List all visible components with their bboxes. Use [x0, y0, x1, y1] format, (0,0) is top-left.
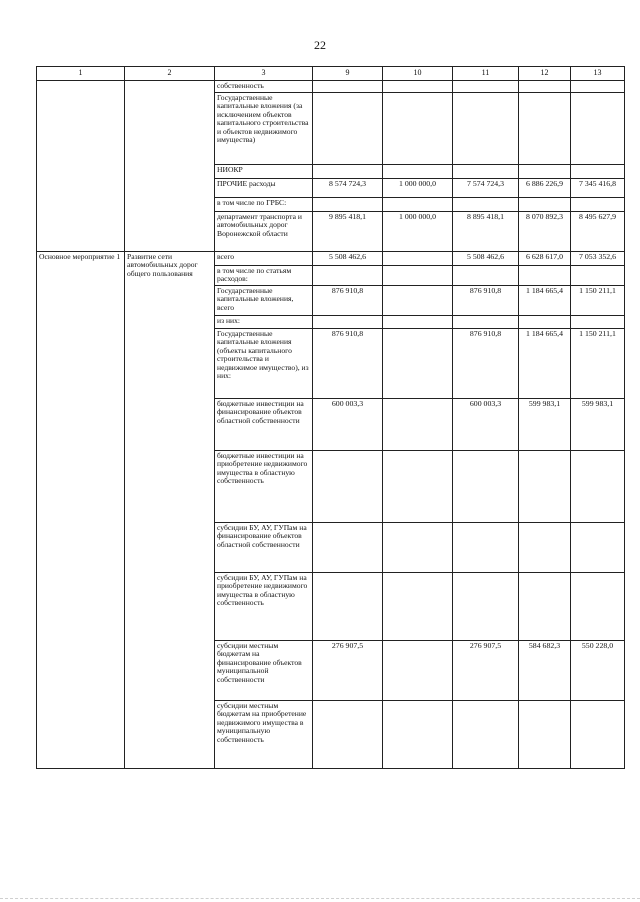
- row-desc: всего: [215, 251, 313, 265]
- header-col-11: 11: [453, 67, 519, 81]
- value-col-13: 1 150 211,1: [571, 285, 625, 315]
- value-col-12: [519, 700, 571, 768]
- value-col-12: [519, 315, 571, 328]
- col1-continuation: [37, 80, 125, 251]
- value-col-13: [571, 315, 625, 328]
- value-col-13: [571, 522, 625, 572]
- value-col-11: 876 910,8: [453, 328, 519, 398]
- row-desc: субсидии местным бюджетам на финансирование объектов муниципальной собственности: [215, 640, 313, 700]
- value-col-10: [383, 572, 453, 640]
- value-col-10: [383, 450, 453, 522]
- row-desc: Государственные капитальные вложения (за исключением объектов капитального строительства и объектов недвижимого имущества): [215, 92, 313, 164]
- value-col-11: [453, 572, 519, 640]
- value-col-10: 1 000 000,0: [383, 211, 453, 251]
- value-col-13: 550 228,0: [571, 640, 625, 700]
- header-col-2: 2: [125, 67, 215, 81]
- value-col-13: [571, 265, 625, 285]
- row-desc: Государственные капитальные вложения (объекты капитального строительства и недвижимое имущество), из них:: [215, 328, 313, 398]
- value-col-13: 8 495 627,9: [571, 211, 625, 251]
- value-col-10: [383, 197, 453, 211]
- value-col-11: [453, 92, 519, 164]
- value-col-9: [313, 522, 383, 572]
- value-col-13: [571, 164, 625, 178]
- value-col-11: 7 574 724,3: [453, 178, 519, 197]
- value-col-12: 599 983,1: [519, 398, 571, 450]
- row-desc: ПРОЧИЕ расходы: [215, 178, 313, 197]
- table-row: [37, 251, 625, 265]
- row-desc: в том числе по статьям расходов:: [215, 265, 313, 285]
- row-desc: субсидии БУ, АУ, ГУПам на финансирование объектов областной собственности: [215, 522, 313, 572]
- value-col-12: [519, 522, 571, 572]
- value-col-9: [313, 265, 383, 285]
- value-col-10: [383, 315, 453, 328]
- value-col-9: 876 910,8: [313, 285, 383, 315]
- value-col-9: [313, 80, 383, 92]
- value-col-9: [313, 450, 383, 522]
- value-col-11: [453, 315, 519, 328]
- value-col-10: [383, 251, 453, 265]
- table-row: [37, 80, 625, 92]
- value-col-9: 600 003,3: [313, 398, 383, 450]
- value-col-12: [519, 450, 571, 522]
- value-col-9: [313, 572, 383, 640]
- row-desc: в том числе по ГРБС:: [215, 197, 313, 211]
- value-col-11: [453, 265, 519, 285]
- value-col-11: [453, 522, 519, 572]
- value-col-12: [519, 92, 571, 164]
- value-col-9: 9 895 418,1: [313, 211, 383, 251]
- value-col-13: 1 150 211,1: [571, 328, 625, 398]
- value-col-10: [383, 522, 453, 572]
- value-col-11: [453, 80, 519, 92]
- header-col-10: 10: [383, 67, 453, 81]
- value-col-10: 1 000 000,0: [383, 178, 453, 197]
- value-col-13: [571, 572, 625, 640]
- value-col-12: 1 184 665,4: [519, 328, 571, 398]
- value-col-12: [519, 265, 571, 285]
- value-col-13: [571, 700, 625, 768]
- budget-table: [36, 66, 625, 769]
- value-col-10: [383, 328, 453, 398]
- value-col-10: [383, 640, 453, 700]
- value-col-13: [571, 450, 625, 522]
- value-col-13: 599 983,1: [571, 398, 625, 450]
- value-col-12: 584 682,3: [519, 640, 571, 700]
- header-col-12: 12: [519, 67, 571, 81]
- value-col-9: 5 508 462,6: [313, 251, 383, 265]
- value-col-10: [383, 164, 453, 178]
- value-col-13: [571, 80, 625, 92]
- value-col-12: 6 628 617,0: [519, 251, 571, 265]
- value-col-11: [453, 450, 519, 522]
- value-col-10: [383, 265, 453, 285]
- value-col-11: [453, 700, 519, 768]
- value-col-9: [313, 700, 383, 768]
- value-col-9: [313, 315, 383, 328]
- value-col-10: [383, 80, 453, 92]
- header-col-3: 3: [215, 67, 313, 81]
- value-col-10: [383, 398, 453, 450]
- value-col-12: [519, 197, 571, 211]
- row-desc: НИОКР: [215, 164, 313, 178]
- value-col-11: 5 508 462,6: [453, 251, 519, 265]
- value-col-12: [519, 164, 571, 178]
- value-col-12: 6 886 226,9: [519, 178, 571, 197]
- value-col-11: 600 003,3: [453, 398, 519, 450]
- value-col-11: [453, 197, 519, 211]
- value-col-13: [571, 92, 625, 164]
- value-col-11: 8 895 418,1: [453, 211, 519, 251]
- value-col-9: 876 910,8: [313, 328, 383, 398]
- col2-continuation: [125, 80, 215, 251]
- value-col-9: 8 574 724,3: [313, 178, 383, 197]
- measure-title: Развитие сети автомобильных дорог общего пользования: [125, 251, 215, 768]
- header-row: [37, 67, 625, 81]
- value-col-10: [383, 700, 453, 768]
- row-desc: субсидии БУ, АУ, ГУПам на приобретение недвижимого имущества в областную собственность: [215, 572, 313, 640]
- measure-name: Основное мероприятие 1: [37, 251, 125, 768]
- value-col-9: [313, 164, 383, 178]
- header-col-13: 13: [571, 67, 625, 81]
- value-col-13: 7 053 352,6: [571, 251, 625, 265]
- value-col-12: 1 184 665,4: [519, 285, 571, 315]
- value-col-10: [383, 285, 453, 315]
- value-col-9: [313, 197, 383, 211]
- row-desc: департамент транспорта и автомобильных дорог Воронежской области: [215, 211, 313, 251]
- value-col-13: 7 345 416,8: [571, 178, 625, 197]
- header-col-9: 9: [313, 67, 383, 81]
- row-desc: субсидии местным бюджетам на приобретение недвижимого имущества в муниципальную собственность: [215, 700, 313, 768]
- value-col-11: 276 907,5: [453, 640, 519, 700]
- value-col-11: [453, 164, 519, 178]
- row-desc: бюджетные инвестиции на приобретение недвижимого имущества в областную собственность: [215, 450, 313, 522]
- value-col-11: 876 910,8: [453, 285, 519, 315]
- value-col-12: [519, 80, 571, 92]
- scan-edge-divider: [0, 898, 640, 899]
- value-col-10: [383, 92, 453, 164]
- row-desc: собственность: [215, 80, 313, 92]
- value-col-12: 8 070 892,3: [519, 211, 571, 251]
- page-number: 22: [314, 38, 326, 52]
- value-col-13: [571, 197, 625, 211]
- row-desc: Государственные капитальные вложения, всего: [215, 285, 313, 315]
- value-col-9: [313, 92, 383, 164]
- row-desc: бюджетные инвестиции на финансирование объектов областной собственности: [215, 398, 313, 450]
- row-desc: из них:: [215, 315, 313, 328]
- value-col-12: [519, 572, 571, 640]
- header-col-1: 1: [37, 67, 125, 81]
- value-col-9: 276 907,5: [313, 640, 383, 700]
